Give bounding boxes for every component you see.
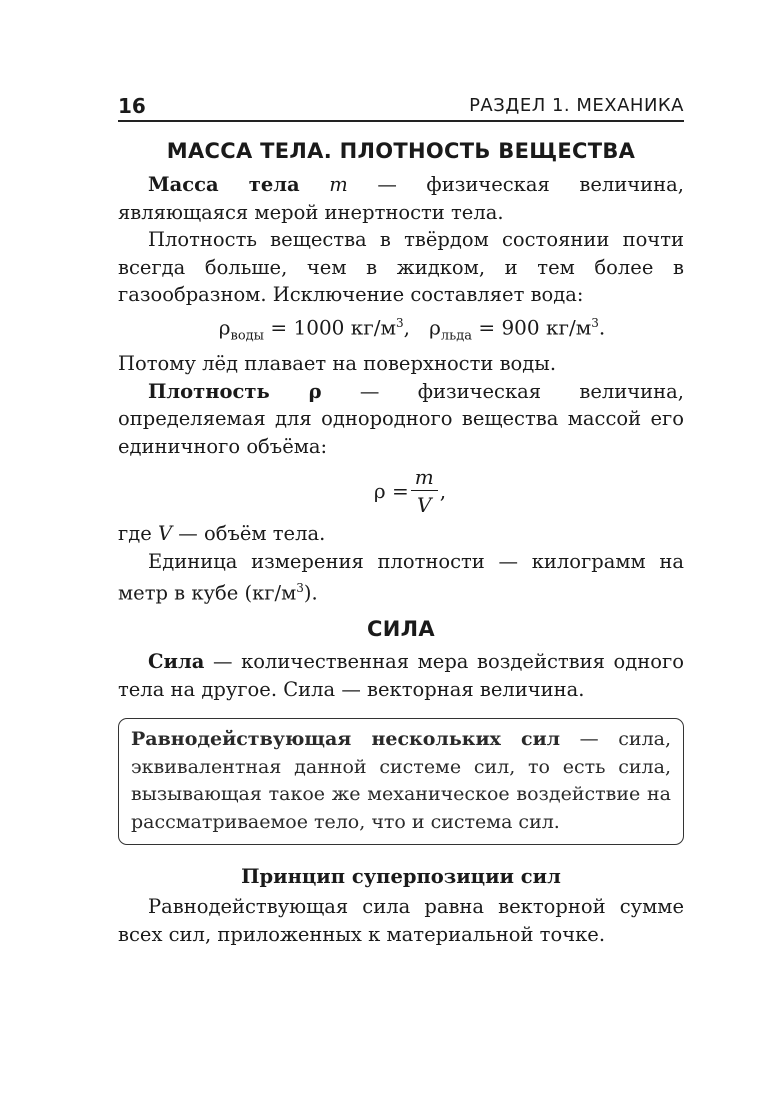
resultant-force-definition-box — [118, 718, 684, 845]
fraction-numerator: m — [411, 466, 438, 491]
density-term: Плотность ρ — [148, 379, 322, 403]
water-ice-density-formula — [118, 309, 684, 351]
page-number: 16 — [118, 94, 146, 118]
unit-text: Единица измерения плотности — килограмм на метр в кубе (кг/м — [118, 549, 684, 605]
formula-separator: , — [403, 315, 430, 340]
superposition-principle-title: Принцип суперпозиции сил — [241, 865, 561, 889]
volume-note — [118, 520, 684, 548]
density-formula-lhs: ρ = — [373, 479, 409, 504]
running-header — [118, 86, 684, 122]
section-label: РАЗДЕЛ 1. МЕХАНИКА — [469, 95, 684, 116]
section-title-force: СИЛА — [367, 617, 435, 642]
mass-definition — [118, 171, 684, 226]
unit-exponent: 3 — [296, 581, 304, 596]
resultant-force-definition — [131, 726, 671, 836]
ice-subscript: льда — [440, 328, 472, 344]
density-definition-text: — физическая величина, определяемая для однородного вещества массой его единичного объёма: — [118, 379, 684, 458]
superposition-principle-text: Равнодействующая сила равна векторной сумме всех сил, приложенных к материальной точке. — [118, 895, 684, 946]
force-term: Сила — [148, 650, 205, 674]
unit-end: ). — [303, 581, 318, 605]
density-comparison: Плотность вещества в твёрдом состоянии почти всегда больше, чем в жидком, и тем более в газообразном. Исключение составляет вода: — [118, 228, 684, 306]
rho-symbol: ρ — [429, 315, 441, 340]
density-definition — [118, 378, 684, 461]
force-definition — [118, 648, 684, 703]
volume-note-text: — объём тела. — [172, 522, 326, 546]
fraction-denominator: V — [417, 493, 432, 518]
page-content — [118, 136, 684, 948]
section-title-mass-density: МАССА ТЕЛА. ПЛОТНОСТЬ ВЕЩЕСТВА — [166, 139, 636, 163]
where-prefix: где — [118, 522, 158, 546]
ice-unit-exponent: 3 — [591, 315, 599, 330]
density-unit-sentence — [118, 548, 684, 608]
mass-term: Масса тела — [148, 173, 300, 196]
mass-definition-text: — физическая величина, являющаяся мерой инертности тела. — [118, 173, 684, 224]
ice-floats-sentence: Потому лёд плавает на поверхности воды. — [118, 352, 557, 376]
density-formula — [136, 462, 684, 520]
mass-symbol: m — [329, 173, 348, 196]
density-fraction — [411, 466, 438, 516]
resultant-force-text: — сила, эквивалентная данной системе сил, то есть сила, вызывающая такое же механическое воздействие на рассматриваемое тело, что и система сил. — [131, 728, 672, 833]
water-unit-exponent: 3 — [396, 315, 404, 330]
volume-symbol: V — [157, 522, 173, 546]
water-density-value: = 1000 кг/м — [264, 315, 397, 340]
density-formula-trail: , — [439, 479, 447, 504]
resultant-force-term: Равнодействующая нескольких сил — [131, 728, 561, 751]
formula-end: . — [598, 315, 606, 340]
force-definition-text: — количественная мера воздействия одного тела на другое. Сила — векторная величина. — [118, 650, 684, 701]
ice-density-value: = 900 кг/м — [471, 315, 592, 340]
water-subscript: воды — [230, 328, 265, 344]
rho-symbol: ρ — [218, 315, 231, 340]
